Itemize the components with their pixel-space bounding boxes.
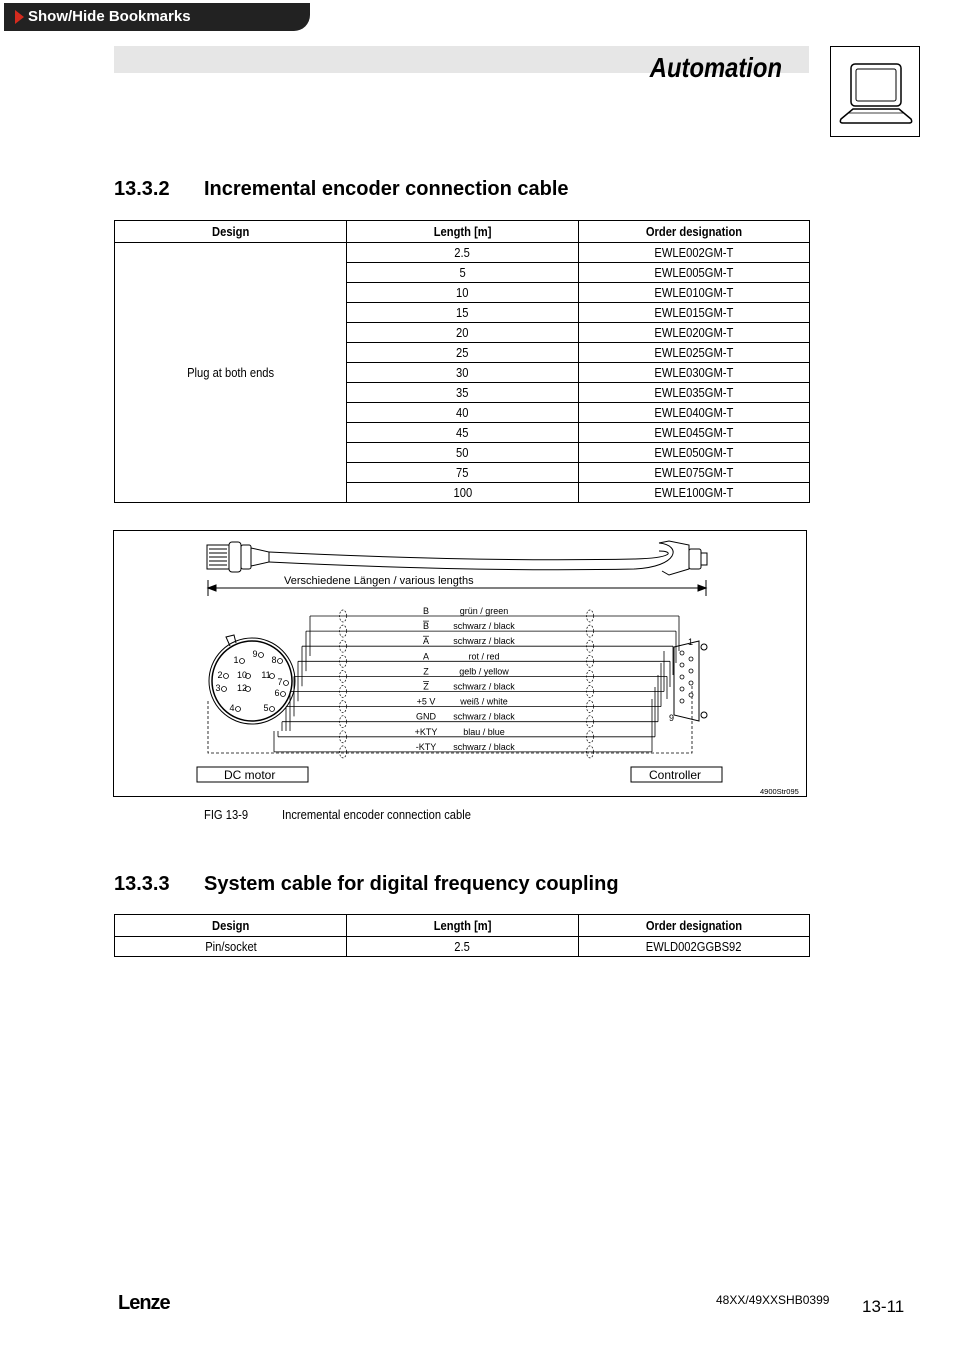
length-cell: 2.5 [347, 937, 579, 957]
wire-color: schwarz / black [453, 711, 515, 722]
section-heading-13-3-2 [114, 178, 714, 204]
length-cell: 2.5 [347, 243, 579, 263]
signal-name: Z [423, 681, 429, 692]
length-cell: 50 [347, 443, 579, 463]
column-header-design: Design [115, 221, 347, 243]
table-row [115, 937, 810, 957]
lenze-logo: Lenze [118, 1292, 170, 1314]
triangle-right-icon [15, 10, 24, 24]
cable-illustration [207, 541, 707, 575]
connection-diagram [113, 530, 807, 797]
motor-pins [215, 649, 288, 713]
motor-pin-label: 7 [277, 677, 283, 687]
motor-pin [270, 707, 275, 712]
motor-pin [278, 659, 283, 664]
section-number: 13.3.2 [114, 178, 170, 200]
column-header-length: Length [m] [347, 221, 579, 243]
sub-d-pins [680, 651, 693, 703]
order-cell: EWLE075GM-T [579, 463, 810, 483]
order-cell: EWLE035GM-T [579, 383, 810, 403]
wire-color: blau / blue [463, 726, 505, 737]
order-cell: EWLE025GM-T [579, 343, 810, 363]
signal-labels [415, 606, 516, 752]
encoder-cable-table [114, 220, 810, 503]
signal-name: A [422, 651, 430, 662]
column-header-design: Design [115, 915, 347, 937]
motor-pin-label: 1 [233, 655, 239, 665]
motor-pin-label: 10 [236, 670, 248, 680]
sub-d-pin [689, 669, 693, 673]
signal-name: B [422, 621, 430, 632]
motor-pin [259, 653, 264, 658]
drawing-id: 4900Str095 [760, 787, 799, 796]
column-header-length: Length [m] [347, 915, 579, 937]
motor-pin [281, 692, 286, 697]
sub-d-pin [680, 663, 684, 667]
controller-label: Controller [649, 768, 702, 782]
section-title: Incremental encoder connection cable [204, 178, 569, 200]
signal-name: Z [423, 666, 429, 677]
wiring-diagram-svg [114, 531, 806, 796]
sub-d-pin [689, 693, 693, 697]
motor-pin [284, 681, 289, 686]
signal-name: +KTY [414, 726, 438, 737]
motor-pin-label: 2 [217, 670, 223, 680]
show-hide-bookmarks-button[interactable] [4, 3, 310, 31]
sub-d-pin [680, 651, 684, 655]
length-cell: 5 [347, 263, 579, 283]
figure-number: FIG 13-9 [204, 807, 249, 822]
section-number: 13.3.3 [114, 873, 170, 895]
sub-d-pin [680, 675, 684, 679]
motor-pin [240, 659, 245, 664]
motor-pin-label: 4 [229, 703, 235, 713]
page-number: 13-11 [862, 1297, 905, 1316]
cable-shield-left [340, 610, 347, 758]
signal-name: B [422, 606, 430, 616]
length-cell: 40 [347, 403, 579, 423]
wire-color: gelb / yellow [459, 666, 509, 677]
wire-color: schwarz / black [453, 741, 515, 752]
section-heading-13-3-3 [114, 873, 714, 899]
motor-pin-label: 5 [263, 703, 269, 713]
table-row [115, 243, 810, 263]
signal-name: -KTY [415, 741, 437, 752]
motor-pin-label: 3 [215, 683, 221, 693]
wire-color: schwarz / black [453, 681, 515, 692]
motor-pin-label: 12 [236, 683, 248, 693]
order-cell: EWLE020GM-T [579, 323, 810, 343]
frequency-coupling-table [114, 914, 810, 957]
order-cell: EWLE015GM-T [579, 303, 810, 323]
sub-d-pin [680, 687, 684, 691]
length-cell: 15 [347, 303, 579, 323]
order-cell: EWLE005GM-T [579, 263, 810, 283]
document-code: 48XX/49XXSHB0399 [716, 1293, 830, 1307]
length-cell: 10 [347, 283, 579, 303]
section-title: System cable for digital frequency coupling [204, 873, 619, 895]
sub-d-pin [689, 657, 693, 661]
length-cell: 25 [347, 343, 579, 363]
table-header-row [115, 221, 810, 243]
motor-pin-label: 9 [252, 649, 258, 659]
order-cell: EWLE045GM-T [579, 423, 810, 443]
table-header-row [115, 915, 810, 937]
design-cell: Pin/socket [115, 937, 347, 957]
dc-motor-label: DC motor [224, 768, 276, 782]
wire-color: rot / red [468, 651, 500, 662]
length-cell: 75 [347, 463, 579, 483]
wire-color: schwarz / black [453, 636, 515, 647]
design-cell: Plug at both ends [115, 243, 347, 503]
signal-name: +5 V [416, 696, 436, 707]
motor-pin [236, 707, 241, 712]
order-cell: EWLE010GM-T [579, 283, 810, 303]
length-label: Verschiedene Längen / various lengths [284, 575, 474, 587]
sub-d-pin [689, 681, 693, 685]
length-cell: 100 [347, 483, 579, 503]
order-cell: EWLE030GM-T [579, 363, 810, 383]
order-cell: EWLD002GGBS92 [579, 937, 810, 957]
length-cell: 45 [347, 423, 579, 443]
column-header-order: Order designation [579, 221, 810, 243]
motor-pin-label: 6 [274, 688, 280, 698]
cable-shield-right [587, 610, 594, 758]
length-cell: 35 [347, 383, 579, 403]
wire-color: weiß / white [460, 696, 508, 707]
signal-name: GND [416, 711, 436, 722]
motor-pin-label: 8 [271, 655, 277, 665]
length-cell: 20 [347, 323, 579, 343]
motor-pin [224, 674, 229, 679]
sub-d-pin-9-label: 9 [669, 713, 675, 723]
column-header-order: Order designation [579, 915, 810, 937]
wire-color: grün / green [459, 606, 509, 616]
figure-caption: Incremental encoder connection cable [282, 807, 471, 822]
motor-pin [222, 687, 227, 692]
show-hide-bookmarks-label: Show/Hide Bookmarks [28, 8, 191, 25]
motor-pin-label: 11 [261, 670, 271, 680]
order-cell: EWLE050GM-T [579, 443, 810, 463]
signal-name: A [422, 636, 430, 647]
order-cell: EWLE002GM-T [579, 243, 810, 263]
computer-icon [830, 46, 920, 137]
order-cell: EWLE100GM-T [579, 483, 810, 503]
wire-color: schwarz / black [453, 621, 515, 632]
chapter-title: Automation [649, 52, 782, 83]
sub-d-pin-1-label: 1 [688, 637, 694, 647]
length-cell: 30 [347, 363, 579, 383]
order-cell: EWLE040GM-T [579, 403, 810, 423]
sub-d-pin [680, 699, 684, 703]
